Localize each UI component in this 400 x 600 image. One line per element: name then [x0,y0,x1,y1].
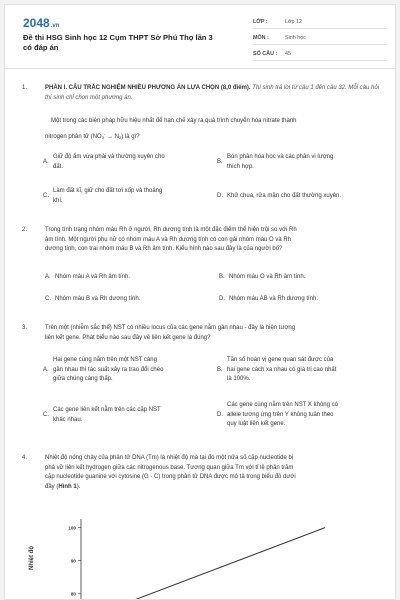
q3-option-a[interactable]: A. Hai gene cùng nằm trên một NST càng gần nhau thì tác suất xảy ra trao đổi chéo giữa chúng càng thấp. [43,357,164,383]
y-tick-label: 80 [70,591,76,597]
document-header [5,5,396,69]
q2-option-d[interactable]: D. Nhóm máu AB và Rh dương tính. [219,296,318,302]
exam-meta [253,15,387,63]
q1-option-a[interactable]: A. Giữ độ ẩm vừa phải và thường xuyên cho đất. [43,154,165,170]
page-title: Đề thi HSG Sinh học 12 Cụm THPT Sở Phú Thọ lần 3 có đáp án [23,33,213,53]
document-page: 2048.vn Đề thi HSG Sinh học 12 Cụm THPT Sở Phú Thọ lần 3 có đáp án LỚP : Lớp 12 MÔN : Sinh học SỐ CÂU : 45 1. PHẦN I. CÂU TRẮC NGHIỆM NHIỀU PHƯƠNG ÁN LỰA CHỌN (8,0 điểm). Thí sinh trả lời từ câu 1 đến câu 32. Mỗi câu hỏi thí sinh chỉ chọn một phương án. Một trong các biện pháp hữu hiệu nhất để hạn chế xảy ra quá trình chuyển hóa nitrate thành nitrogen phân tử $(NO_3^- \to N_2)$ là gì? A. Giữ độ ẩm vừa phải và thường xuyên cho đất. B. Bón phân hóa học và các phân vi lượng thích hợp. C. Làm đất kĩ, giữ cho đất tơi xốp và thoáng khí. D. Khử chua, rửa mặn cho đất thường xuyên. 2. Trong tính trạng nhóm máu Rh ở người, Rh dương tính là một đặc điểm thể hiện trội so với Rh âm tính. Một người phụ nữ có nhóm máu A và Rh dương tính có con gái nhóm máu O và Rh dương tính, con trai nhóm máu B và Rh âm tính. Kiểu hình nào sau đây là của người bố? A. Nhóm máu A và Rh âm tính. B. Nhóm máu O và Rh âm tính. C. Nhóm máu B và Rh dương tính. D. Nhóm máu AB và Rh dương tính. 3. Trên một (nhiễm sắc thể) NST có nhiều locus của các gene nằm gần nhau - đây là hiện tượng liên kết gene. Phát biểu nào sau đây về liên kết gene là đúng? A. Hai gene cùng nằm trên một NST càng gần nhau thì tác suất xảy ra trao đổi chéo giữa chúng càng thấp. B. Tần số hoán vị gene quan sát được của hai gene cách xa nhau có giá trị cao nhất là 100%. C. Các gene liên kết nằm trên các cặp NST khác nhau. D. Các gene cùng nằm trên NST X không có allele tương ứng trên Y không tuân theo quy luật liên kết gene. 4. Nhiệt độ nóng chảy của phân tử DNA (Tm) là nhiệt độ mà tại đó một nửa số cặp nucleotide bị phá vỡ liên kết hydrogen giữa các nitrogenous base. Tương quan giữa Tm với tỉ lệ phần trăm cặp nucleotide guanine với cytosine (G - C) trong phân tử DNA được mô tả trong biểu đồ dưới đây (Hình 1). 100 90 80 Nhiệt độ [4,4,396,600]
q3-option-c[interactable]: C. Các gene liên kết nằm trên các cặp NST khác nhau. [43,407,161,423]
q2-option-a[interactable]: A. Nhóm máu A và Rh âm tính. [45,274,131,280]
q2-option-b[interactable]: B. Nhóm máu O và Rh âm tính. [219,274,306,280]
chart-y-axis-label: Nhiệt độ [29,546,35,570]
series-line [81,528,325,600]
q3-option-d[interactable]: D. Các gene cùng nằm trên NST X không có allele tương ứng trên Y không tuân theo quy luật liên kết gene. [217,402,338,428]
meta-row-mon: MÔN : Sinh học [253,31,387,45]
site-logo[interactable]: 2048.vn [23,16,60,30]
section-instructions: Thí sinh trả lời từ câu 1 đến câu 32. Mỗi câu hỏi thí sinh chỉ chọn một phương án. [45,85,380,101]
q1-option-b[interactable]: B. Bón phân hóa học và các phân vi lượng thích hợp. [217,154,334,170]
figure-ref: Hình 1 [58,483,77,490]
q1-option-d[interactable]: D. Khử chua, rửa mặn cho đất thường xuyên. [217,193,342,199]
q2-option-c[interactable]: C. Nhóm máu B và Rh dương tính. [45,296,141,302]
tm-gc-chart [45,517,345,600]
y-tick-label: 100 [68,525,76,531]
q1-option-c[interactable]: C. Làm đất kĩ, giữ cho đất tơi xốp và thoáng khí. [43,188,163,204]
meta-row-socau: SỐ CÂU : 45 [253,47,387,61]
section-heading: PHẦN I. CÂU TRẮC NGHIỆM NHIỀU PHƯƠNG ÁN LỰA CHỌN (8,0 điểm). [45,85,251,91]
meta-row-lop: LỚP : Lớp 12 [253,15,387,29]
q3-option-b[interactable]: B. Tần số hoán vị gene quan sát được của hai gene cách xa nhau có giá trị cao nhất là 100%. [217,357,337,383]
y-tick-label: 90 [70,558,76,564]
